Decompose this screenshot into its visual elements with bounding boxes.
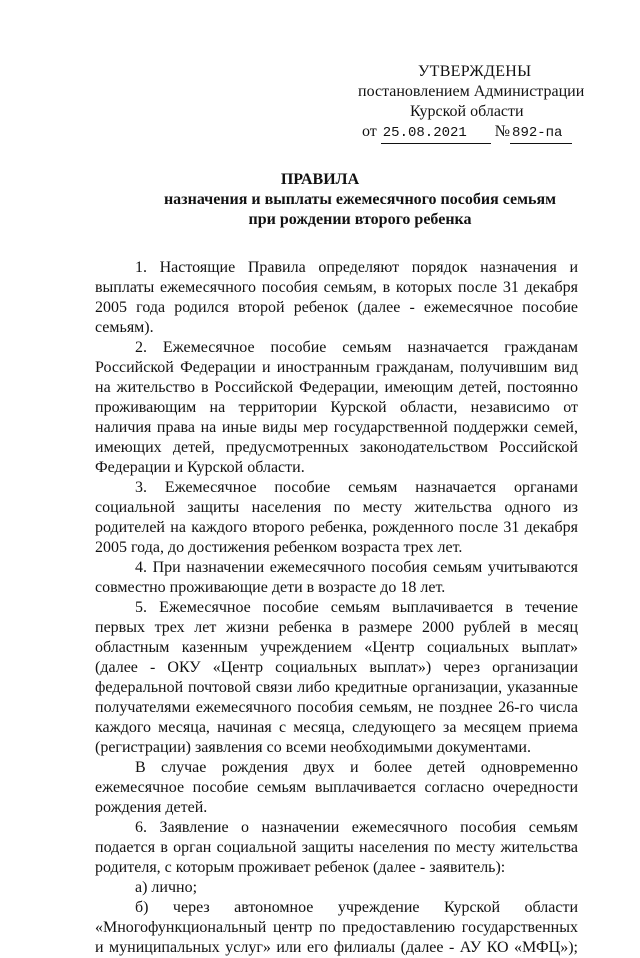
document-subtitle: назначения и выплаты ежемесячного пособия семьям при рождении второго ребенка (163, 191, 557, 228)
resolution-date: 25.08.2021 (381, 123, 491, 144)
paragraph-2: 2. Ежемесячное пособие семьям назначается гражданам Российской Федерации и иностранным гражданам, получившим вид на жительство в Российской Федерации, имеющим детей, постоянно проживающим на территории Курской области, независимо от наличия права на иные виды мер государственной поддержки семей, имеющих детей, предусмотренных законодательством Российской Федерации и Курской области. (95, 339, 578, 476)
document-body (95, 258, 578, 958)
date-number-line (362, 122, 622, 142)
date-prefix: от (362, 123, 377, 140)
resolution-line: постановлением Администрации (358, 83, 585, 100)
resolution-number: 892-па (510, 123, 572, 144)
region-line: Курской области (410, 103, 524, 120)
paragraph-6b: б) через автономное учреждение Курской области «Многофункциональный центр по предоставлению государственных и муниципальных услуг» или его филиалы (далее - АУ КО «МФЦ»); (95, 899, 578, 956)
approved-heading: УТВЕРЖДЕНЫ (418, 63, 532, 80)
paragraph-5-note: В случае рождения двух и более детей одновременно ежемесячное пособие семьям выплачивается согласно очередности рождения детей. (95, 759, 578, 816)
paragraph-1: 1. Настоящие Правила определяют порядок назначения и выплаты ежемесячного пособия семьям, в которых после 31 декабря 2005 года родился второй ребенок (далее - ежемесячное пособие семьям). (95, 259, 578, 336)
paragraph-6a: а) лично; (135, 879, 198, 896)
document-title: ПРАВИЛА (280, 171, 360, 188)
paragraph-4: 4. При назначении ежемесячного пособия семьям учитываются совместно проживающие дети в возрасте до 18 лет. (95, 559, 578, 596)
paragraph-6: 6. Заявление о назначении ежемесячного пособия семьям подается в орган социальной защиты населения по месту жительства родителя, с которым проживает ребенок (далее - заявитель): (95, 819, 578, 876)
paragraph-5: 5. Ежемесячное пособие семьям выплачивается в течение первых трех лет жизни ребенка в размере 2000 рублей в месяц областным казенным учреждением «Центр социальных выплат» (далее - ОКУ «Центр социальных выплат») через организации федеральной почтовой связи либо кредитные организации, указанные получателями ежемесячного пособия семьям, не позднее 26-го числа каждого месяца, начиная с месяца, следующего за месяцем приема (регистрации) заявления со всеми необходимыми документами. (95, 599, 578, 756)
approval-block (330, 62, 590, 142)
paragraph-3: 3. Ежемесячное пособие семьям назначается органами социальной защиты населения по месту жительства одного из родителей на каждого второго ребенка, рожденного после 31 декабря 2005 года, до достижения ребенком возраста трех лет. (95, 479, 578, 556)
number-prefix: № (494, 123, 511, 140)
